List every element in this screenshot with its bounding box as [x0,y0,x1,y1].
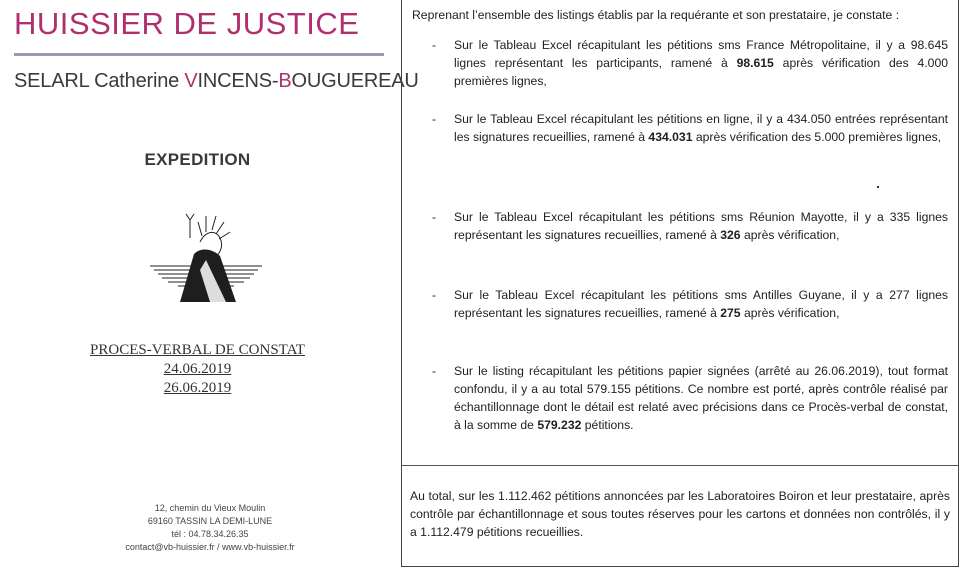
total-summary: Au total, sur les 1.112.462 pétitions annoncées par les Laboratoires Boiron et leur prestataire, après contrôle par échantillonnage et sous toutes réserves pour les cartons et données non contrôlés, il y a 1.112.479 pétitions recueillies. [410,489,950,539]
address-street: 12, chemin du Vieux Moulin [154,503,266,513]
expedition-heading: EXPEDITION [144,150,251,169]
firm-name-v: V [184,70,198,92]
section-divider [402,465,958,466]
item-text: Sur le Tableau Excel récapitulant les pétitions sms Antilles Guyane, il y a 277 lignes représentant les signatures recueillies, ramené à [454,288,948,320]
list-item [432,208,948,244]
item-text-end: après vérification des 5.000 premières lignes, [692,130,942,144]
item-text-end: pétitions. [581,418,634,432]
item-value: 98.615 [736,56,774,70]
list-item [432,362,948,434]
item-value: 579.232 [537,418,582,432]
item-value: 326 [720,228,741,242]
list-item [432,286,948,322]
title-divider [14,53,384,56]
item-value: 434.031 [648,130,693,144]
item-text: Sur le Tableau Excel récapitulant les pétitions en ligne, il y a 434.050 entrées représentant les signatures recueillies, ramené à [454,112,948,144]
constat-page [401,0,959,567]
list-dash: - [432,288,437,302]
pv-date-start: 24.06.2019 [163,361,232,377]
cover-panel [0,0,419,572]
firm-name-b: B [278,70,292,92]
firm-name-part3: OUGUEREAU [291,70,419,92]
list-dash: - [432,364,437,378]
pv-title: PROCES-VERBAL DE CONSTAT [90,342,305,358]
item-text: Sur le listing récapitulant les pétitions papier signées (arrêté au 26.06.2019), tout format confondu, il y a au total 579.155 pétitions. Ce nombre est porté, après contrôle réalisé par échantillonnage dont le détail est relaté avec précisions dans ce Procès-verbal de constat, à la somme de [454,364,948,432]
pv-date-end: 26.06.2019 [163,380,232,396]
address-block [0,502,420,554]
address-phone: tél : 04.78.34.26.35 [171,529,249,539]
list-dash: - [432,210,437,224]
firm-name-part1: SELARL Catherine [14,70,185,92]
firm-title: HUISSIER DE JUSTICE [14,6,360,41]
address-contact: contact@vb-huissier.fr / www.vb-huissier.fr [125,542,295,552]
list-item [432,36,948,90]
list-item [432,110,948,146]
item-text-end: après vérification des 4.000 premières lignes, [454,56,948,88]
firm-name-part2: INCENS- [197,70,279,92]
stray-mark [877,186,879,188]
item-text-end: après vérification, [740,306,840,320]
item-text-end: après vérification, [740,228,840,242]
address-city: 69160 TASSIN LA DEMI-LUNE [147,516,273,526]
item-value: 275 [720,306,741,320]
item-text: Sur le Tableau Excel récapitulant les pétitions sms France Métropolitaine, il y a 98.645 lignes représentant les participants, ramené à [454,38,948,70]
intro-text: Reprenant l’ensemble des listings établis par la requérante et son prestataire, je constate : [412,8,900,22]
list-dash: - [432,112,437,126]
firm-name [14,70,419,93]
list-dash: - [432,38,437,52]
item-text: Sur le Tableau Excel récapitulant les pétitions sms Réunion Mayotte, il y a 335 lignes représentant les signatures recueillies, ramené à [454,210,948,242]
marianne-emblem-icon [150,210,262,305]
pv-block [0,342,395,399]
